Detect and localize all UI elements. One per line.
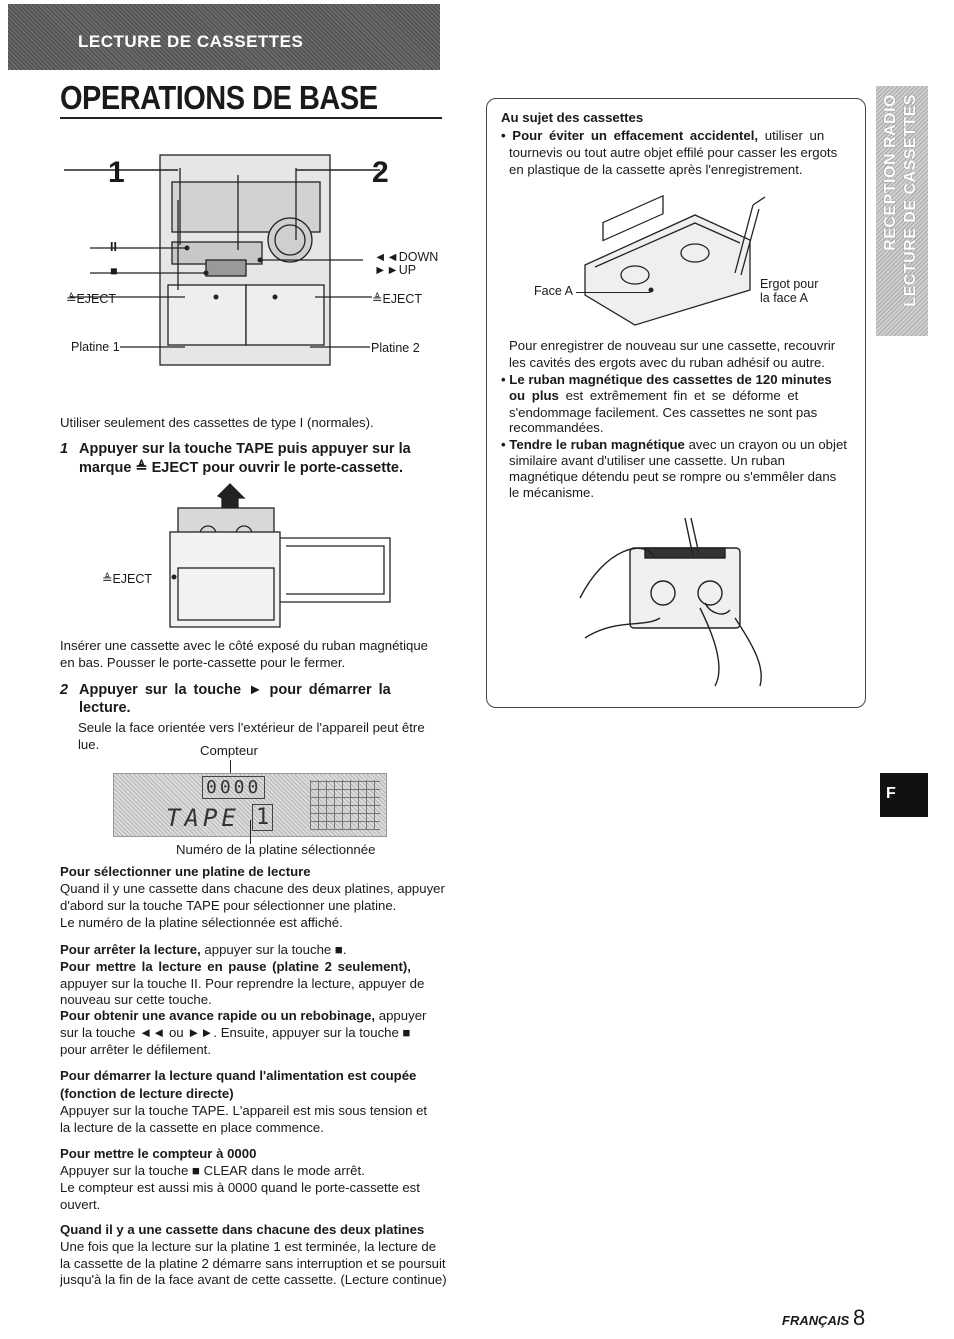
ffrew-line-1: sur la touche ◄◄ ou ►►. Ensuite, appuyer sur la touche ■ bbox=[60, 1025, 411, 1040]
direct-line-1: Appuyer sur la touche TAPE. L'appareil est mis sous tension et bbox=[60, 1103, 428, 1118]
tape-indicator: TAPE bbox=[166, 804, 240, 832]
reset-line-2: Le compteur est aussi mis à 0000 quand le porte-cassette est bbox=[60, 1180, 420, 1195]
figure-step-2: 2 bbox=[372, 156, 389, 189]
box-bullet-1-bold: • Pour éviter un effacement accidentel, bbox=[501, 128, 759, 143]
title-rule bbox=[60, 117, 442, 119]
language-tab-letter: F bbox=[886, 785, 896, 802]
select-line-1: Quand il y une cassette dans chacune des deux platines, appuyer bbox=[60, 881, 445, 896]
direct-line-2: la lecture de la cassette en place commence. bbox=[60, 1120, 324, 1135]
page-title: OPERATIONS DE BASE bbox=[60, 80, 378, 117]
cassette-tab-figure bbox=[575, 195, 775, 335]
ffrew-line bbox=[60, 1008, 426, 1025]
direct-heading-1: Pour démarrer la lecture quand l'alimentation est coupée bbox=[60, 1068, 417, 1083]
section-side-tab bbox=[876, 86, 928, 336]
rec-line-2: les cavités des ergots avec du ruban adhésif ou autre. bbox=[509, 355, 825, 370]
step-2-line-2: lecture. bbox=[79, 700, 131, 716]
box-bullet-3-tail: avec un crayon ou un objet bbox=[688, 437, 847, 452]
side-tab-line-1: RECEPTION RADIO bbox=[882, 94, 899, 251]
box-bullet-3-line-1: similaire avant d'utiliser une cassette. Un ruban bbox=[509, 453, 785, 468]
cassette-type-note: Utiliser seulement des cassettes de type I (normales). bbox=[60, 415, 374, 430]
deck-2-label: Platine 2 bbox=[371, 341, 420, 355]
insert-line-2: en bas. Pousser le porte-cassette pour le fermer. bbox=[60, 655, 346, 670]
box-bullet-1-line-1: tournevis ou tout autre objet effilé pour casser les ergots bbox=[509, 145, 838, 160]
counter-value: 0000 bbox=[202, 776, 265, 799]
step-2-sub-1: Seule la face orientée vers l'extérieur de l'appareil peut être bbox=[78, 720, 425, 735]
side-tab-line-2: LECTURE DE CASSETTES bbox=[902, 94, 919, 307]
counter-label: Compteur bbox=[200, 743, 258, 758]
pause-heading: Pour mettre la lecture en pause (platine 2 seulement), bbox=[60, 959, 411, 974]
select-line-3: Le numéro de la platine sélectionnée est affiché. bbox=[60, 915, 343, 930]
reset-heading: Pour mettre le compteur à 0000 bbox=[60, 1146, 257, 1161]
stop-symbol: ■ bbox=[110, 264, 118, 278]
both-line-2: la cassette de la platine 2 démarre sans interruption et se poursuit bbox=[60, 1256, 446, 1271]
rec-line-1: Pour enregistrer de nouveau sur une cassette, recouvrir bbox=[509, 338, 836, 353]
both-heading: Quand il y a une cassette dans chacune des deux platines bbox=[60, 1222, 425, 1237]
reset-line-1: Appuyer sur la touche ■ CLEAR dans le mode arrêt. bbox=[60, 1163, 365, 1178]
cassette-holder-figure bbox=[160, 482, 395, 632]
both-line-1: Une fois que la lecture sur la platine 1 est terminée, la lecture de bbox=[60, 1239, 437, 1254]
insert-line-1: Insérer une cassette avec le côté exposé du ruban magnétique bbox=[60, 638, 429, 653]
stop-bold: Pour arrêter la lecture, bbox=[60, 942, 201, 957]
both-line-3: jusqu'à la fin de la face avant de cette cassette. (Lecture continue) bbox=[60, 1272, 447, 1287]
section-banner bbox=[8, 4, 440, 70]
figure-step-1: 1 bbox=[108, 156, 125, 189]
pause-symbol: II bbox=[110, 240, 117, 254]
tape-tension-figure bbox=[575, 518, 780, 688]
eject-holder-label: ≜EJECT bbox=[102, 572, 153, 586]
box-bullet-1-line-2: en plastique de la cassette après l'enregistrement. bbox=[509, 162, 803, 177]
banner-text: LECTURE DE CASSETTES bbox=[78, 32, 304, 51]
ffrew-tail: appuyer bbox=[378, 1008, 427, 1023]
box-bullet-3 bbox=[501, 437, 847, 454]
box-bullet-3-line-3: le mécanisme. bbox=[509, 485, 595, 500]
direct-heading-2: (fonction de lecture directe) bbox=[60, 1086, 234, 1101]
box-bullet-3-bold: • Tendre le ruban magnétique bbox=[501, 437, 685, 452]
box-bullet-2-tail: est extrêmement fin et se déforme et bbox=[565, 388, 799, 403]
face-a-leader bbox=[576, 292, 650, 293]
language-tab bbox=[880, 773, 928, 817]
level-meter bbox=[310, 780, 380, 830]
box-bullet-1-tail: utiliser un bbox=[764, 128, 825, 143]
step-2-sub-2: lue. bbox=[78, 737, 100, 752]
ffrew-bold: Pour obtenir une avance rapide ou un rebobinage, bbox=[60, 1008, 376, 1023]
reset-line-3: ouvert. bbox=[60, 1197, 101, 1212]
pause-line-2: nouveau sur cette touche. bbox=[60, 992, 212, 1007]
select-heading: Pour sélectionner une platine de lecture bbox=[60, 864, 311, 879]
step-1-line-1: Appuyer sur la touche TAPE puis appuyer sur la bbox=[79, 441, 411, 457]
eject-right-label: ≜EJECT bbox=[372, 292, 423, 306]
ergot-label-1: Ergot pour bbox=[760, 277, 819, 291]
deck-number: 1 bbox=[252, 804, 273, 831]
box-bullet-2-bold-2: ou plus bbox=[509, 388, 559, 403]
ffrew-line-2: pour arrêter le défilement. bbox=[60, 1042, 211, 1057]
down-label: ◄◄DOWN bbox=[374, 250, 439, 264]
box-bullet-2-line-2: recommandées. bbox=[509, 420, 604, 435]
deck-number-leader bbox=[250, 820, 251, 844]
box-bullet-3-line-2: magnétique détendu peut se rompre ou s'emmêler dans bbox=[509, 469, 837, 484]
box-bullet-2-bold-1: • Le ruban magnétique des cassettes de 120 minutes bbox=[501, 372, 832, 387]
box-bullet-2-line-1: s'endommage facilement. Ces cassettes ne sont pas bbox=[509, 405, 818, 420]
box-bullet-2-line bbox=[509, 388, 798, 405]
ergot-label-2: la face A bbox=[760, 291, 808, 305]
deck-1-label: Platine 1 bbox=[71, 340, 120, 354]
deck-number-caption: Numéro de la platine sélectionnée bbox=[176, 842, 376, 857]
stop-text: appuyer sur la touche ■. bbox=[204, 942, 347, 957]
step-2-line-1: Appuyer sur la touche ► pour démarrer la bbox=[79, 682, 391, 698]
box-heading: Au sujet des cassettes bbox=[501, 110, 644, 125]
eject-left-label: ≜EJECT bbox=[66, 292, 117, 306]
step-1-number: 1 bbox=[60, 441, 69, 457]
page-number: 8 bbox=[853, 1305, 866, 1330]
up-label: ►►UP bbox=[374, 263, 417, 277]
step-2-number: 2 bbox=[60, 682, 69, 698]
box-bullet-1 bbox=[501, 128, 824, 145]
face-a-label: Face A bbox=[534, 284, 573, 298]
stop-line bbox=[60, 942, 347, 959]
pause-line-1: appuyer sur la touche II. Pour reprendre la lecture, appuyer de bbox=[60, 976, 425, 991]
select-line-2: d'abord sur la touche TAPE pour sélectionner une platine. bbox=[60, 898, 397, 913]
step-1-line-2: marque ≜ EJECT pour ouvrir le porte-cassette. bbox=[79, 460, 403, 476]
footer-language: FRANÇAIS bbox=[782, 1313, 850, 1328]
